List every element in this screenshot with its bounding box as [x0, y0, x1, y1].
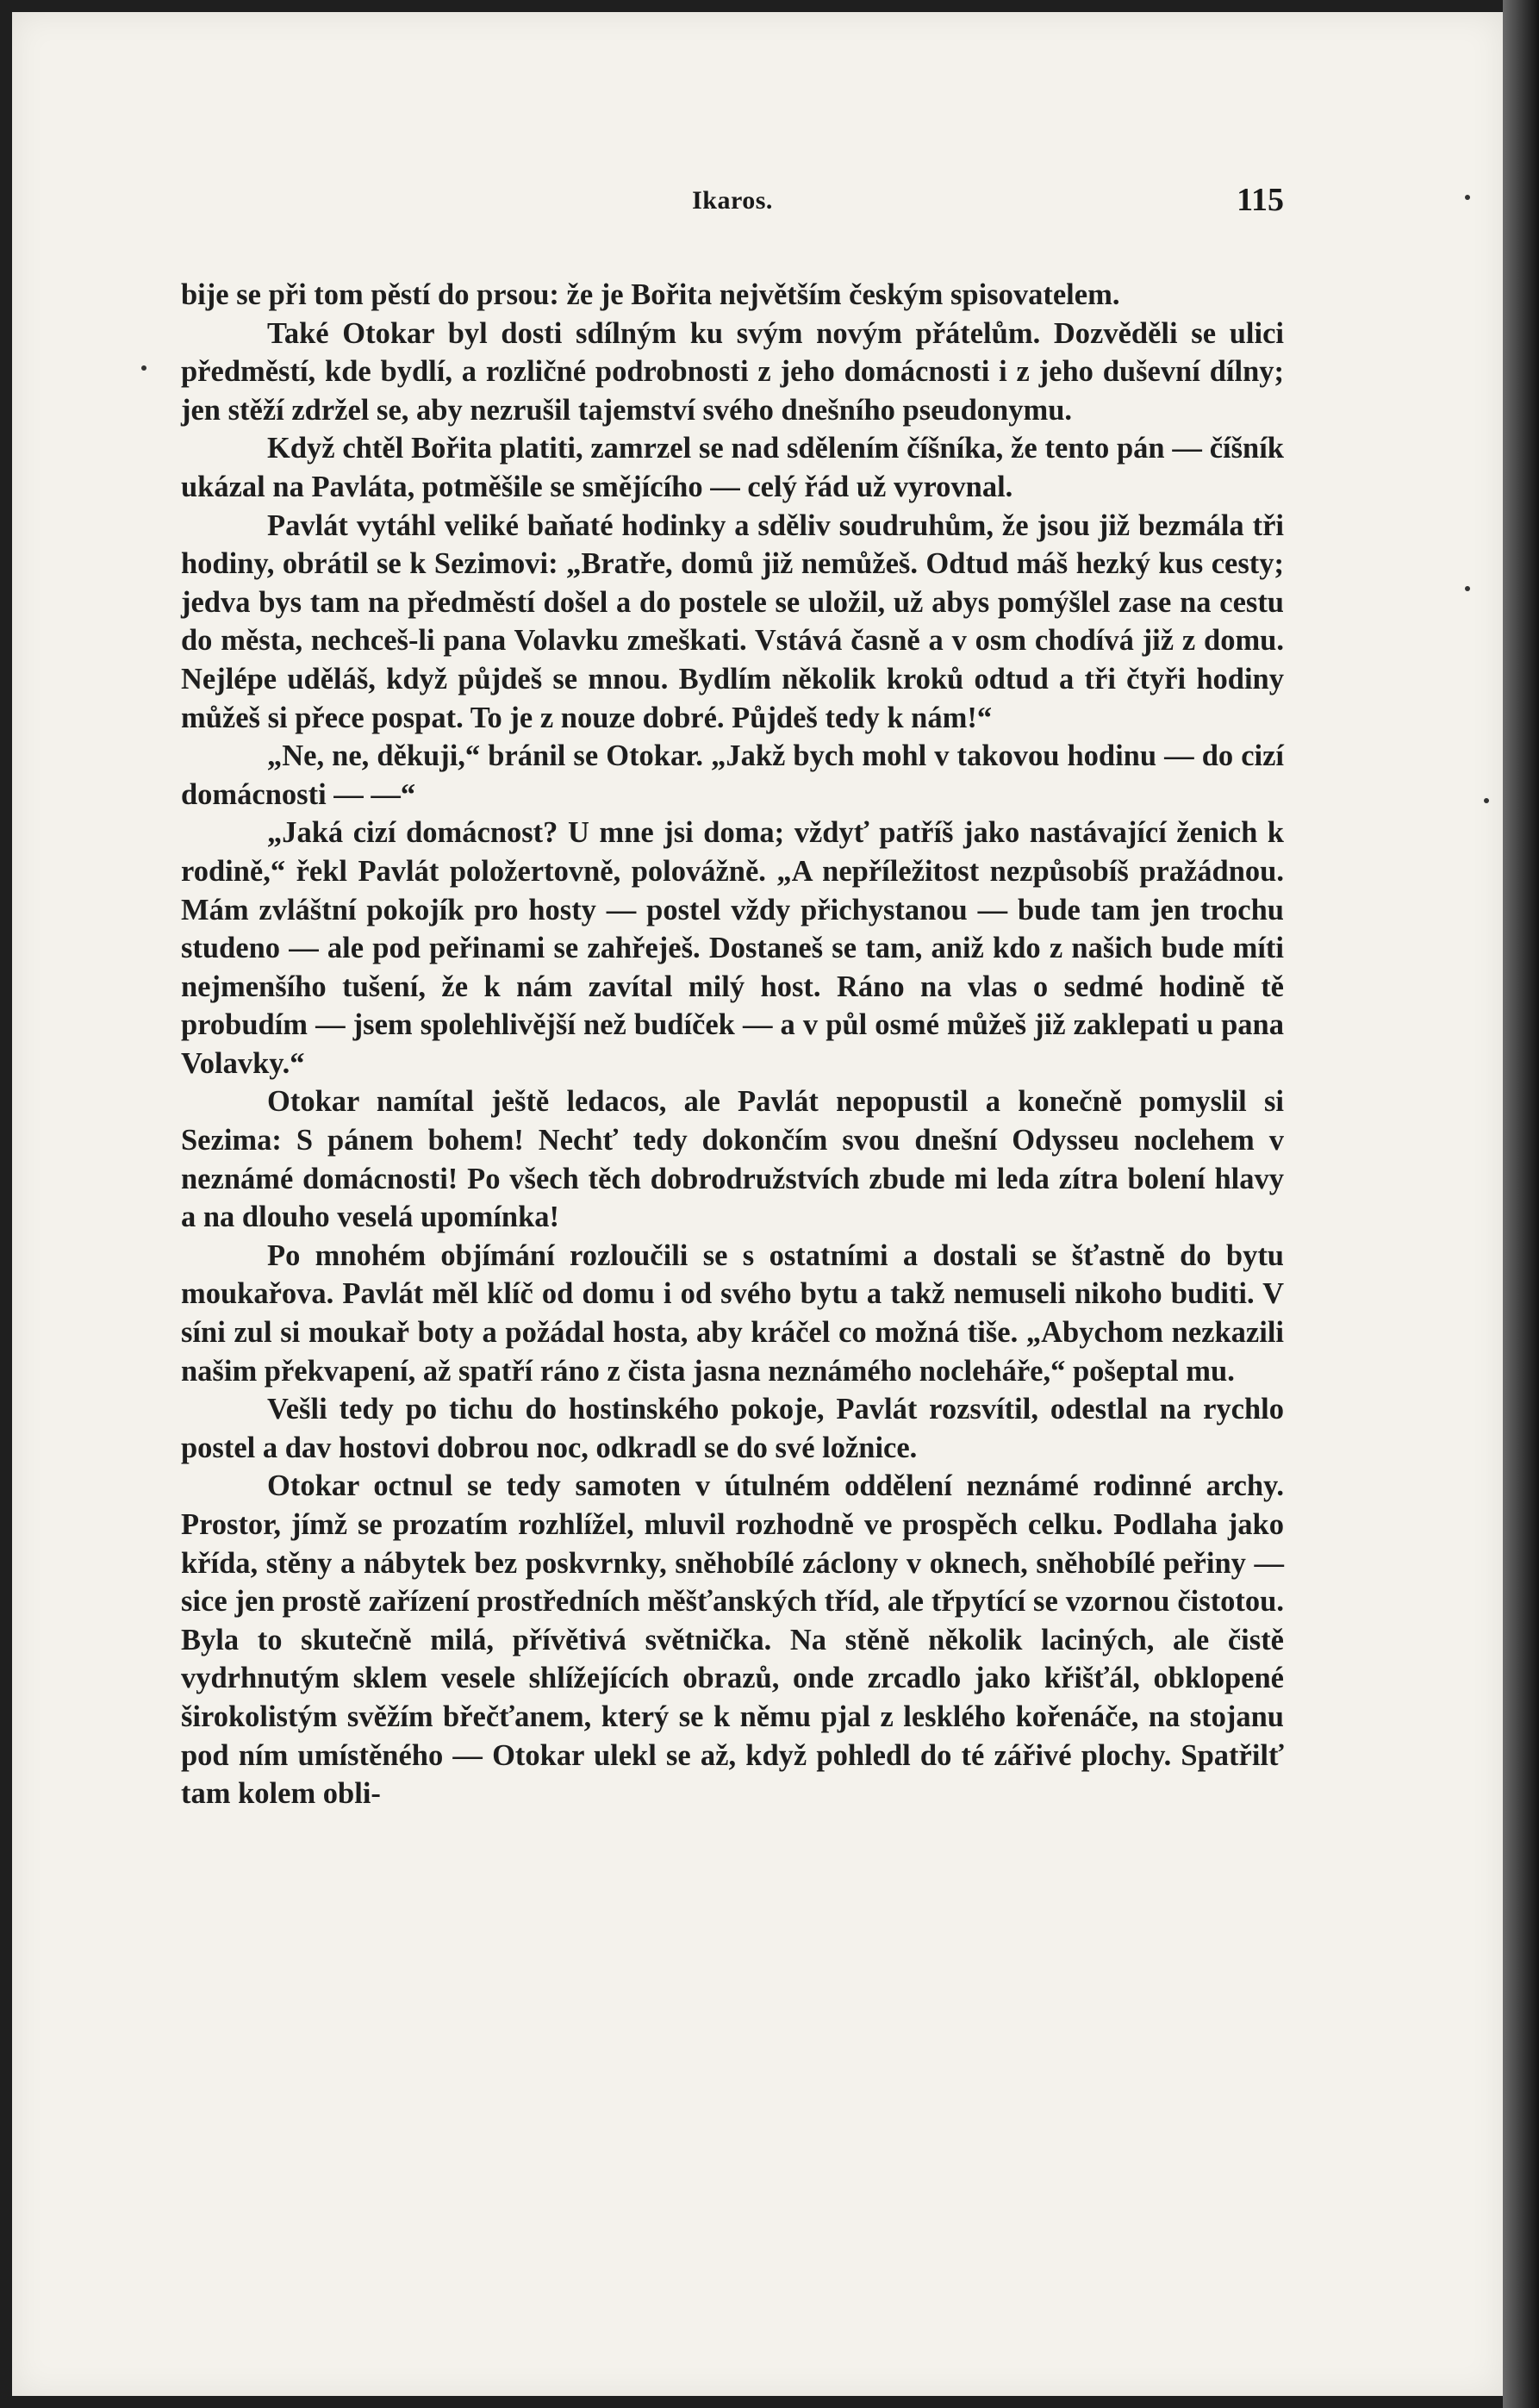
- scan-speck: [1465, 195, 1470, 200]
- paragraph-4: Pavlát vytáhl veliké baňaté hodinky a sděliv soudruhům, že jsou již bezmála tři hodiny, obrátil se k Sezimovi: „Bratře, domů již nemůžeš. Odtud máš hezký kus cesty; jedva bys tam na předměstí došel a do postele se uložil, už abys pomýšlel zase na cestu do města, nechceš-li pana Volavku zmeškati. Vstává časně a v osm chodívá již z domu. Nejlépe uděláš, když půjdeš se mnou. Bydlím několik kroků odtud a tři čtyři hodiny můžeš si přece pospat. To je z nouze dobré. Půjdeš tedy k nám!“: [181, 508, 1284, 734]
- body-text: [181, 276, 1284, 1813]
- page-edge-shadow: [1503, 0, 1539, 2408]
- paragraph-6: „Jaká cizí domácnost? U mne jsi doma; vždyť patříš jako nastávající ženich k rodině,“ řekl Pavlát položertovně, polovážně. „A nepříležitost nezpůsobíš pražádnou. Mám zvláštní pokojík pro hosty — postel vždy přichystanou — bude tam jen trochu studeno — ale pod peřinami se zahřeješ. Dostaneš se tam, aniž kdo z našich bude míti nejmenšího tušení, že k nám zavítal milý host. Ráno na vlas o sedmé hodině tě probudím — jsem spolehlivější než budíček — a v půl osmé můžeš již zaklepati u pana Volavky.“: [181, 816, 1284, 1080]
- paragraph-3: Když chtěl Bořita platiti, zamrzel se nad sdělením číšníka, že tento pán — číšník ukázal na Pavláta, potměšile se smějícího — celý řád už vyrovnal.: [181, 432, 1284, 503]
- paragraph-7: Otokar namítal ještě ledacos, ale Pavlát nepopustil a konečně pomyslil si Sezima: S pánem bohem! Nechť tedy dokončím svou dnešní Odysseu noclehem v neznámé domácnosti! Po všech těch dobrodružstvích zbude mi leda zítra bolení hlavy a na dlouho veselá upomínka!: [181, 1085, 1284, 1234]
- paragraph-8: Po mnohém objímání rozloučili se s ostatními a dostali se šťastně do bytu moukařova. Pavlát měl klíč od domu i od svého bytu a takž nemuseli nikoho buditi. V síni zul si moukař boty a požádal hosta, aby kráčel co možná tiše. „Abychom nezkazili našim překvapení, až spatří ráno z čista jasna neznámého noclehářе,“ pošeptal mu.: [181, 1238, 1284, 1388]
- scan-speck: [1484, 798, 1489, 803]
- paragraph-10: Otokar octnul se tedy samoten v útulném oddělení neznámé rodinné archy. Prostor, jímž se prozatím rozhlížel, mluvil rozhodně ve prospěch celku. Podlaha jako křída, stěny a nábytek bez poskvrnky, sněhobílé záclony v oknech, sněhobílé peřiny — sice jen prostě zařízení prostředních měšťanských tříd, ale třpytící se vzornou čistotou. Byla to skutečně milá, přívětivá světnička. Na stěně několik laciných, ale čistě vydrhnutým sklem vesele shlížejících obrazů, onde zrcadlo jako křišťál, obklopené širokolistým svěžím břečťanem, který se k němu pjal z lesklého kořenáče, na stojanu pod ním umístěného — Otokar ulekl se až, když pohledl do té zářivé plochy. Spatřilť tam kolem obli-: [181, 1469, 1284, 1811]
- paragraph-1: bije se při tom pěstí do prsou: že je Bořita největším českým spisovatelem.: [181, 278, 1120, 311]
- paragraph-2: Také Otokar byl dosti sdílným ku svým novým přátelům. Dozvěděli se ulici předměstí, kde bydlí, a rozličné podrobnosti z jeho domácnosti i z jeho duševní dílny; jen stěží zdržel se, aby nezrušil tajemství svého dnešního pseudonymu.: [181, 316, 1284, 427]
- paragraph-5: „Ne, ne, děkuji,“ bránil se Otokar. „Jakž bych mohl v takovou hodinu — do cizí domácnosti — —“: [181, 739, 1284, 811]
- scan-speck: [141, 365, 146, 371]
- paragraph-9: Vešli tedy po tichu do hostinského pokoje, Pavlát rozsvítil, odestlal na rychlo postel a dav hostovi dobrou noc, odkradl se do své ložnice.: [181, 1393, 1284, 1464]
- running-title: Ikaros.: [692, 186, 773, 215]
- scan-speck: [1465, 586, 1470, 591]
- page-number: 115: [1237, 182, 1284, 218]
- running-head: [181, 181, 1284, 233]
